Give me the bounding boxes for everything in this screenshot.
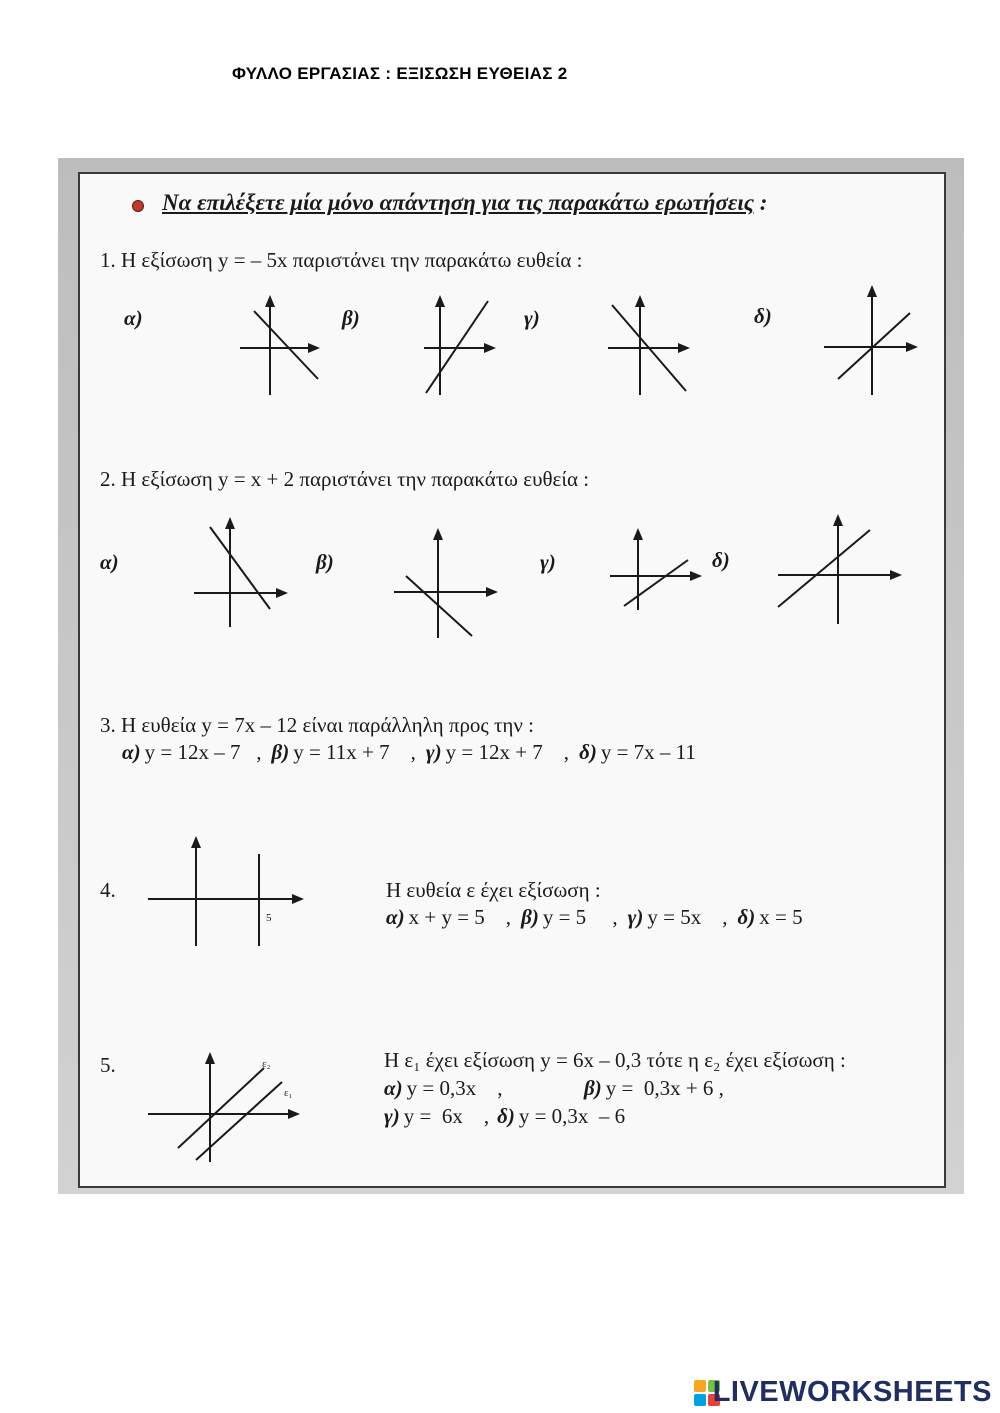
y-axis-arrow	[633, 528, 643, 540]
question-5-text: Η ε₁ έχει εξίσωση y = 6x – 0,3 τότε η ε₂ έχει εξίσωση :	[384, 1048, 846, 1072]
q4-option-a-answer[interactable]: x + y = 5 ,	[408, 905, 512, 929]
plotted-line	[210, 527, 270, 609]
q1-graph-d[interactable]	[822, 285, 922, 397]
instruction-text: Να επιλέξετε μία μόνο απάντηση για τις παρακάτω ερωτήσεις	[162, 190, 755, 215]
q1-graph-a[interactable]	[236, 295, 322, 397]
y-axis-arrow	[635, 295, 645, 307]
question-5-number: 5.	[100, 1053, 116, 1077]
logo-square-3	[694, 1394, 706, 1406]
q4-option-c-label: γ)	[627, 905, 644, 929]
q3-option-a-label: α)	[122, 740, 141, 764]
q4-option-b-label: β)	[521, 905, 539, 929]
q4-option-d-label: δ)	[737, 905, 756, 929]
plotted-line	[624, 560, 688, 606]
line-e1	[196, 1082, 282, 1160]
q1-option-b-label: β)	[342, 306, 360, 330]
x-axis-arrow	[890, 570, 902, 580]
y-axis-arrow	[833, 514, 843, 526]
q5-option-b-label: β)	[584, 1076, 602, 1100]
x-axis-arrow	[678, 343, 690, 353]
q5-option-d-label: δ)	[497, 1104, 515, 1128]
q3-option-d-label: δ)	[579, 740, 597, 764]
x-axis-arrow	[288, 1109, 300, 1119]
q5-option-a-label: α)	[384, 1076, 403, 1100]
y-axis-arrow	[433, 528, 443, 540]
bullet-icon	[132, 200, 144, 212]
y-axis-arrow	[867, 285, 877, 297]
y-axis-arrow	[205, 1052, 215, 1064]
q5-option-b-answer[interactable]: y = 0,3x + 6 ,	[605, 1076, 724, 1100]
q1-option-c-label: γ)	[524, 306, 540, 330]
y-axis-arrow	[265, 295, 275, 307]
q3-option-d-answer[interactable]: y = 7x – 11	[600, 740, 696, 764]
instruction-suffix: :	[759, 190, 768, 215]
q3-options	[122, 740, 696, 765]
x-axis-arrow	[292, 894, 304, 904]
q2-graph-c[interactable]	[606, 528, 702, 612]
q1-option-d-label: δ)	[754, 304, 772, 328]
y-axis-arrow	[435, 295, 445, 307]
q5-option-d-answer[interactable]: y = 0,3x – 6	[518, 1104, 626, 1128]
q2-option-b-label: β)	[316, 550, 334, 574]
x-axis-arrow	[276, 588, 288, 598]
question-4-number: 4.	[100, 878, 116, 902]
q1-graph-b[interactable]	[422, 295, 512, 397]
q2-graph-a[interactable]	[192, 517, 292, 629]
question-3-text: 3. Η ευθεία y = 7x – 12 είναι παράλληλη προς την :	[100, 713, 534, 737]
x-axis-arrow	[308, 343, 320, 353]
q5-option-c-label: γ)	[384, 1104, 400, 1128]
x-axis-arrow	[690, 571, 702, 581]
q3-option-a-answer[interactable]: y = 12x – 7 ,	[144, 740, 262, 764]
q5-options-row-1b	[584, 1076, 724, 1101]
q5-graph	[146, 1052, 306, 1164]
q3-option-c-answer[interactable]: y = 12x + 7 ,	[445, 740, 570, 764]
q5-label-e2: ε₂	[262, 1058, 271, 1070]
q4-option-d-answer[interactable]: x = 5	[759, 905, 803, 929]
q3-option-b-answer[interactable]: y = 11x + 7 ,	[293, 740, 416, 764]
q4-option-a-label: α)	[386, 905, 405, 929]
q3-option-c-label: γ)	[425, 740, 442, 764]
q1-option-a-label: α)	[124, 306, 143, 330]
q2-graph-b[interactable]	[392, 528, 502, 640]
q5-options-row-1	[384, 1076, 502, 1101]
q4-tick-label: 5	[266, 912, 272, 924]
q4-option-b-answer[interactable]: y = 5 ,	[542, 905, 618, 929]
q2-option-a-label: α)	[100, 550, 119, 574]
q5-option-a-answer[interactable]: y = 0,3x ,	[406, 1076, 503, 1100]
q1-graph-c[interactable]	[606, 295, 696, 397]
q2-graph-d[interactable]	[776, 514, 904, 626]
q2-option-c-label: γ)	[540, 550, 556, 574]
q4-option-c-answer[interactable]: y = 5x ,	[647, 905, 728, 929]
q5-option-c-answer[interactable]: y = 6x ,	[403, 1104, 490, 1128]
q2-option-d-label: δ)	[712, 548, 730, 572]
question-2-text: 2. Η εξίσωση y = x + 2 παριστάνει την παρακάτω ευθεία :	[100, 467, 590, 491]
logo-square-1	[694, 1380, 706, 1392]
instruction-line	[162, 190, 767, 216]
x-axis-arrow	[486, 587, 498, 597]
y-axis-arrow	[191, 836, 201, 848]
worksheet-scan	[78, 172, 946, 1188]
q3-option-b-label: β)	[271, 740, 290, 764]
q5-options-row-2	[384, 1104, 625, 1129]
question-1-text: 1. Η εξίσωση y = – 5x παριστάνει την παρακάτω ευθεία :	[100, 248, 583, 272]
q4-graph	[146, 836, 306, 948]
question-4-text: Η ευθεία ε έχει εξίσωση :	[386, 878, 601, 902]
page-title: ΦΥΛΛΟ ΕΡΓΑΣΙΑΣ : ΕΞΙΣΩΣΗ ΕΥΘΕΙΑΣ 2	[232, 64, 568, 83]
q5-label-e1: ε₁	[284, 1087, 293, 1099]
q4-options	[386, 905, 803, 930]
x-axis-arrow	[906, 342, 918, 352]
plotted-line	[778, 530, 870, 607]
liveworksheets-brand[interactable]: LIVEWORKSHEETS	[712, 1376, 992, 1408]
x-axis-arrow	[484, 343, 496, 353]
y-axis-arrow	[225, 517, 235, 529]
